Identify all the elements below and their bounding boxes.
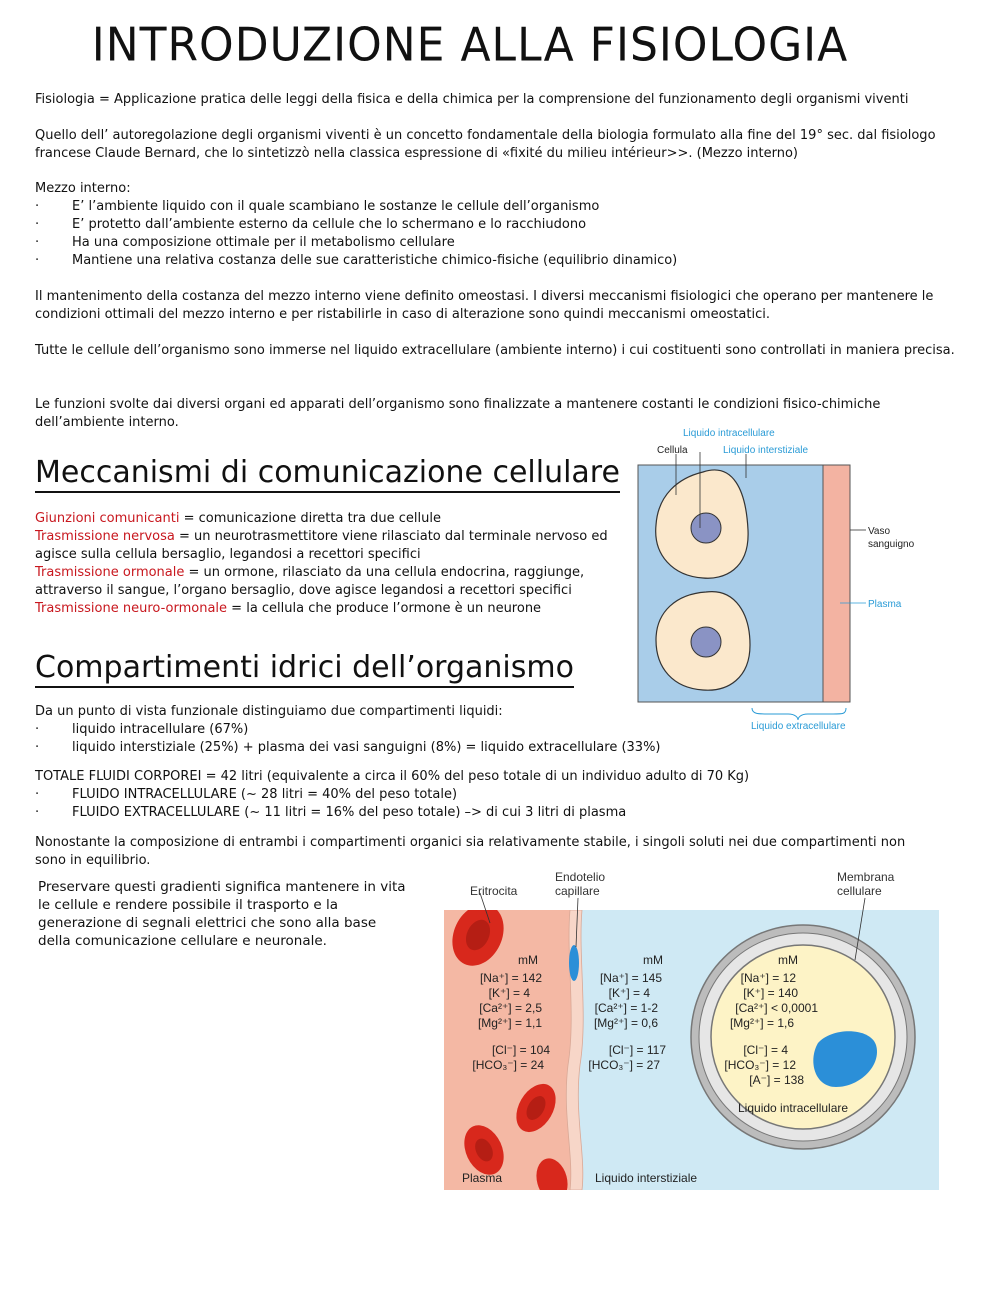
list-item	[35, 528, 610, 564]
interstitial-mg: [Mg²⁺] = 0,6	[593, 1016, 658, 1030]
term-label: Trasmissione ormonale	[35, 565, 185, 580]
term-description: = un neurotrasmettitore viene rilasciato dal terminale nervoso ed agisce sulla cellula bersaglio, legandosi a recettori specifici	[35, 529, 608, 562]
label-erythrocyte: Eritrocita	[470, 884, 518, 898]
fluidi-section	[35, 768, 955, 822]
nucleus-icon	[691, 513, 721, 543]
extracellulare-paragraph: Tutte le cellule dell’organismo sono immerse nel liquido extracellulare (ambiente interno) i cui costituenti sono controllati in maniera precisa.	[35, 343, 955, 358]
term-label: Giunzioni comunicanti	[35, 511, 180, 526]
plasma-ca: [Ca²⁺] = 2,5	[479, 1001, 542, 1015]
plasma-area	[823, 465, 850, 702]
term-label: Trasmissione neuro-ormonale	[35, 601, 228, 616]
label-plasma: Plasma	[462, 1171, 503, 1185]
list-item: · liquido interstiziale (25%) + plasma dei vasi sanguigni (8%) = liquido extracellulare (33%)	[35, 739, 955, 757]
term-description: = un ormone, rilasciato da una cellula endocrina, raggiunge, attraverso il sangue, l’organo bersaglio, dove agisce legandosi a recettori specifici	[35, 565, 585, 598]
compartimenti-intro: Da un punto di vista funzionale distinguiamo due compartimenti liquidi:	[35, 704, 503, 719]
list-item	[35, 600, 610, 618]
plasma-cl: [Cl⁻] = 104	[491, 1043, 550, 1057]
definition-paragraph: Fisiologia = Applicazione pratica delle leggi della fisica e della chimica per la comprensione del funzionamento degli organismi viventi	[35, 92, 909, 107]
plasma-k: [K⁺] = 4	[488, 986, 530, 1000]
equilibrio-paragraph: Nonostante la composizione di entrambi i compartimenti organici sia relativamente stabile, i singoli soluti nei due compartimenti non sono in equilibrio.	[35, 835, 906, 868]
gradienti-paragraph: Preservare questi gradienti significa mantenere in vita le cellule e rendere possibile il trasporto e la generazione di segnali elettrici che sono alla base della comunicazione cellulare e neuronale.	[38, 879, 406, 949]
label-intracellular: Liquido intracellulare	[738, 1101, 849, 1115]
plasma-mg: [Mg²⁺] = 1,1	[477, 1016, 542, 1030]
interstitial-hco3: [HCO₃⁻] = 27	[588, 1058, 660, 1072]
plasma-hco3: [HCO₃⁻] = 24	[472, 1058, 544, 1072]
term-label: Trasmissione nervosa	[35, 529, 175, 544]
label-endothelium-2: capillare	[555, 884, 600, 898]
term-description: = comunicazione diretta tra due cellule	[179, 511, 441, 526]
interstitial-ca: [Ca²⁺] = 1-2	[594, 1001, 658, 1015]
comunicazione-heading: Meccanismi di comunicazione cellulare	[35, 455, 620, 493]
list-item: · liquido intracellulare (67%)	[35, 721, 955, 739]
mezzo-interno-title: Mezzo interno:	[35, 181, 131, 196]
comunicazione-list	[35, 510, 610, 618]
compartimenti-heading: Compartimenti idrici dell’organismo	[35, 650, 574, 688]
list-item: · Ha una composizione ottimale per il metabolismo cellulare	[35, 234, 955, 252]
label-endothelium-1: Endotelio	[555, 870, 606, 884]
extracellular-diagram	[628, 420, 938, 740]
intracellular-ca: [Ca²⁺] < 0,0001	[735, 1001, 818, 1015]
nucleus-icon	[691, 627, 721, 657]
label-interstitial: Liquido interstiziale	[595, 1171, 698, 1185]
intracellular-cl: [Cl⁻] = 4	[743, 1043, 788, 1057]
label-extracellular: Liquido extracellulare	[751, 721, 846, 732]
interstitial-cl: [Cl⁻] = 117	[608, 1043, 666, 1057]
unit-label: mM	[643, 953, 663, 967]
page-title: INTRODUZIONE ALLA FISIOLOGIA	[91, 18, 849, 73]
bernard-paragraph: Quello dell’ autoregolazione degli organismi viventi è un concetto fondamentale della biologia formulato alla fine del 19° sec. dal fisiologo francese Claude Bernard, che lo sintetizzò nella classica espressione di «fixité du milieu intérieur>>. (Mezzo interno)	[35, 128, 936, 161]
label-cell: Cellula	[657, 445, 688, 456]
endothelial-nucleus-icon	[569, 945, 579, 981]
list-item: · FLUIDO INTRACELLULARE (~ 28 litri = 40% del peso totale)	[35, 786, 955, 804]
totale-fluidi: TOTALE FLUIDI CORPOREI = 42 litri (equivalente a circa il 60% del peso totale di un individuo adulto di 70 Kg)	[35, 769, 750, 784]
label-intracellular: Liquido intracellulare	[683, 428, 775, 439]
list-item: · E’ l’ambiente liquido con il quale scambiano le sostanze le cellule dell’organismo	[35, 198, 955, 216]
unit-label: mM	[518, 953, 538, 967]
list-item: · FLUIDO EXTRACELLULARE (~ 11 litri = 16% del peso totale) –> di cui 3 litri di plasma	[35, 804, 955, 822]
intracellular-hco3: [HCO₃⁻] = 12	[724, 1058, 796, 1072]
list-item: · Mantiene una relativa costanza delle sue caratteristiche chimico-fisiche (equilibrio dinamico)	[35, 252, 955, 270]
label-membrane-2: cellulare	[837, 884, 882, 898]
label-vessel-1: Vaso	[868, 526, 891, 537]
interstitial-k: [K⁺] = 4	[608, 986, 650, 1000]
plasma-na: [Na⁺] = 142	[479, 971, 542, 985]
intracellular-na: [Na⁺] = 12	[740, 971, 796, 985]
unit-label: mM	[778, 953, 798, 967]
mezzo-interno-section	[35, 180, 955, 270]
list-item	[35, 510, 610, 528]
label-plasma: Plasma	[868, 599, 902, 610]
label-vessel-2: sanguigno	[868, 539, 915, 550]
interstitial-na: [Na⁺] = 145	[599, 971, 662, 985]
funzioni-paragraph: Le funzioni svolte dai diversi organi ed apparati dell’organismo sono finalizzate a mantenere costanti le condizioni fisico-chimiche dell’ambiente interno.	[35, 397, 881, 430]
term-description: = la cellula che produce l’ormone è un neurone	[227, 601, 542, 616]
ion-concentration-diagram	[440, 865, 945, 1195]
label-membrane-1: Membrana	[837, 870, 895, 884]
intracellular-k: [K⁺] = 140	[743, 986, 798, 1000]
omeostasi-paragraph: Il mantenimento della costanza del mezzo interno viene definito omeostasi. I diversi meccanismi fisiologici che operano per mantenere le condizioni ottimali del mezzo interno e per ristabilirle in caso di alterazione sono quindi meccanismi omeostatici.	[35, 289, 934, 322]
fluidi-list	[35, 786, 955, 822]
intracellular-anion: [A⁻] = 138	[749, 1073, 804, 1087]
list-item	[35, 564, 610, 600]
label-interstitial: Liquido interstiziale	[723, 445, 809, 456]
list-item: · E’ protetto dall’ambiente esterno da cellule che lo schermano e lo racchiudono	[35, 216, 955, 234]
intracellular-mg: [Mg²⁺] = 1,6	[729, 1016, 794, 1030]
mezzo-interno-list	[35, 198, 955, 270]
